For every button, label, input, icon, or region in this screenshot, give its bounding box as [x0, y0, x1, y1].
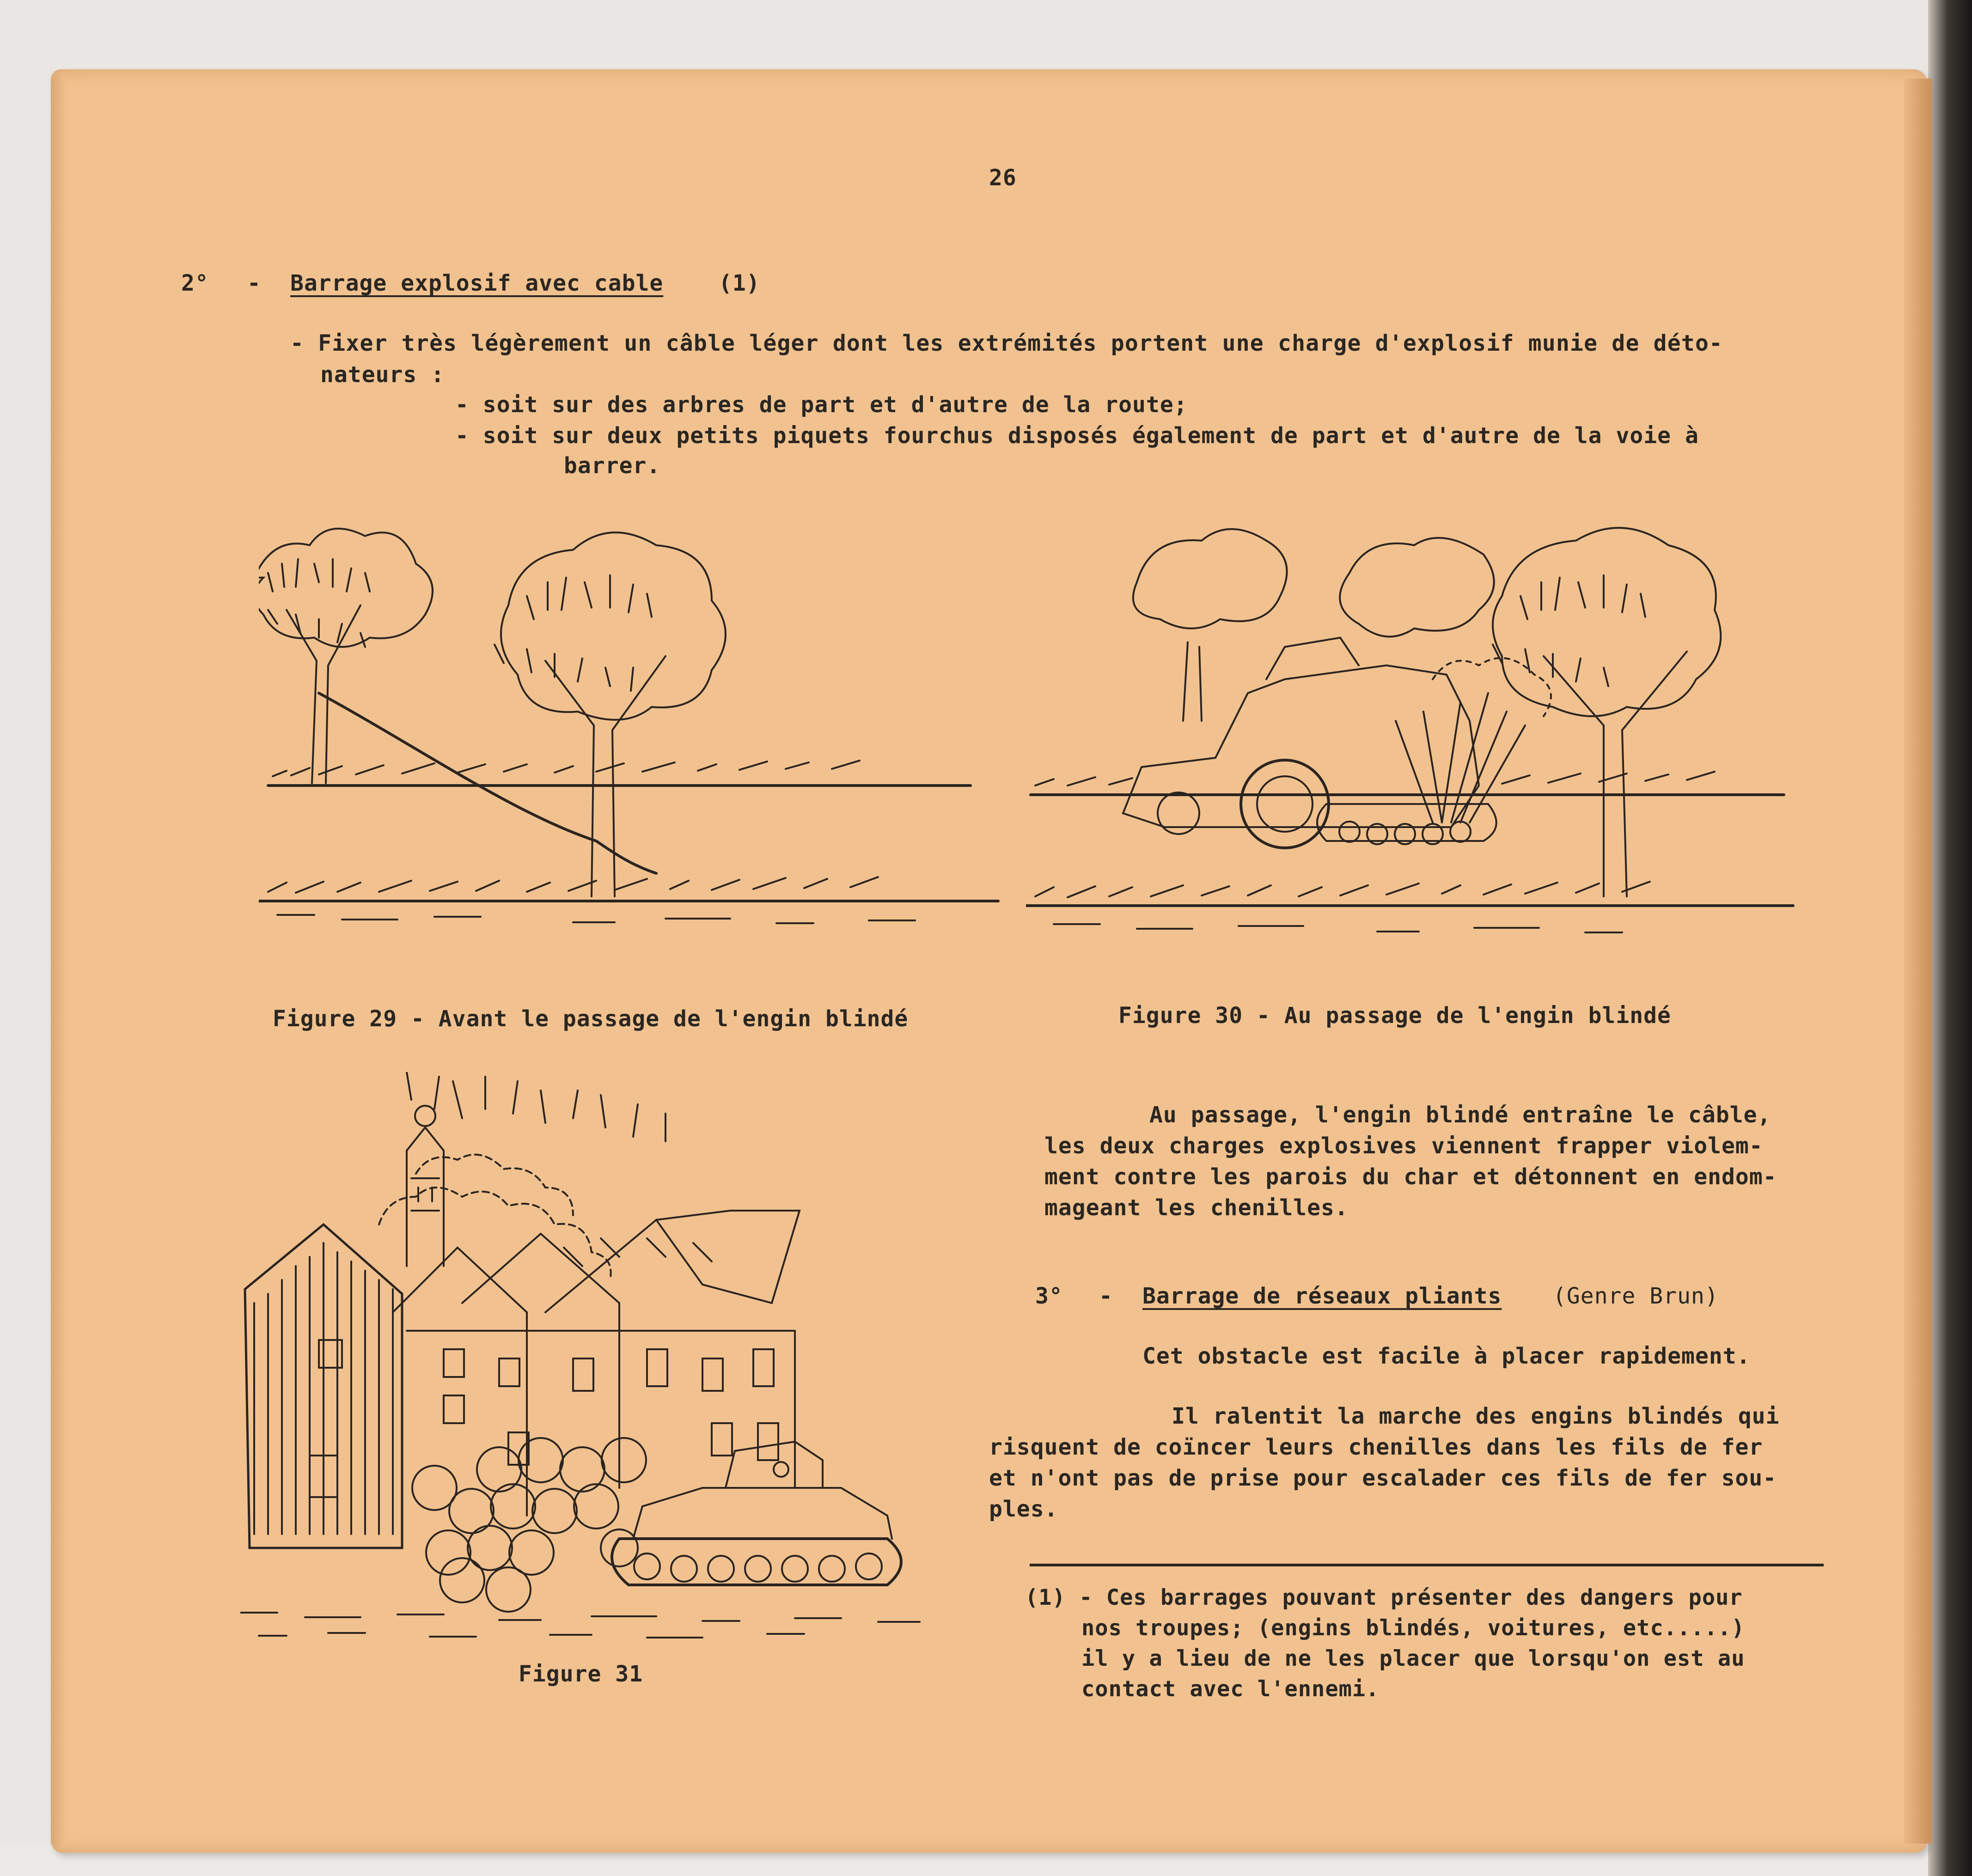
section-3-para-2-line-4: ples. — [989, 1496, 1058, 1522]
footnote-divider — [1030, 1564, 1824, 1566]
figure-29-illustration — [259, 527, 1007, 956]
section-2-footnote-ref: (1) — [719, 270, 760, 296]
figure-30-caption: Figure 30 - Au passage de l'engin blindé — [1118, 1003, 1671, 1029]
footnote-line-2: nos troupes; (engins blindés, voitures, etc.....) — [1081, 1615, 1745, 1641]
bullet-stakes-line-2: barrer. — [564, 453, 661, 479]
footnote-line-4: contact avec l'ennemi. — [1081, 1676, 1380, 1702]
section-3-number: 3° — [1035, 1283, 1063, 1309]
figure-29-caption: Figure 29 - Avant le passage de l'engin blindé — [273, 1006, 909, 1032]
page-stack-right — [1904, 79, 1932, 1844]
section-3-para-2-line-1: Il ralentit la marche des engins blindés qui — [1172, 1403, 1780, 1429]
section-3-para-2-line-3: et n'ont pas de prise pour escalader ces fils de fer sou- — [989, 1465, 1777, 1491]
footnote-line-3: il y a lieu de ne les placer que lorsqu'on est au — [1081, 1646, 1745, 1671]
section-2-number: 2° — [181, 270, 209, 296]
bullet-trees: - soit sur des arbres de part et d'autre de la route; — [455, 392, 1188, 418]
section-3-heading: Barrage de réseaux pliants — [1142, 1283, 1502, 1309]
passage-para-line-4: mageant les chenilles. — [1044, 1195, 1349, 1221]
bullet-stakes-line-1: - soit sur deux petits piquets fourchus disposés également de part et d'autre de la voie à — [455, 423, 1699, 449]
instruction-line-1: - Fixer très légèrement un câble léger dont les extrémités portent une charge d'explosif munie de déto- — [290, 330, 1723, 356]
passage-para-line-2: les deux charges explosives viennent frapper violem- — [1044, 1133, 1763, 1159]
section-2-dash: - — [247, 270, 261, 296]
page-stack-left — [51, 74, 65, 1848]
section-2-heading: Barrage explosif avec cable — [290, 270, 664, 296]
footnote-line-1: (1) - Ces barrages pouvant présenter des dangers pour — [1025, 1585, 1743, 1610]
figure-30-illustration — [1026, 527, 1802, 970]
passage-para-line-1: Au passage, l'engin blindé entraîne le câble, — [1149, 1102, 1771, 1128]
figure-31-caption: Figure 31 — [519, 1661, 643, 1687]
book-binding — [1928, 0, 1972, 1876]
instruction-line-2: nateurs : — [320, 362, 445, 388]
section-3-heading-note: (Genre Brun) — [1553, 1283, 1719, 1309]
figure-31-illustration — [240, 1072, 943, 1645]
section-3-dash: - — [1099, 1283, 1113, 1309]
section-3-para-1: Cet obstacle est facile à placer rapidement. — [1142, 1343, 1751, 1369]
section-3-para-2-line-2: risquent de coïncer leurs chenilles dans les fils de fer — [989, 1434, 1763, 1460]
passage-para-line-3: ment contre les parois du char et détonnent en endom- — [1044, 1164, 1777, 1190]
page-number: 26 — [989, 165, 1017, 191]
